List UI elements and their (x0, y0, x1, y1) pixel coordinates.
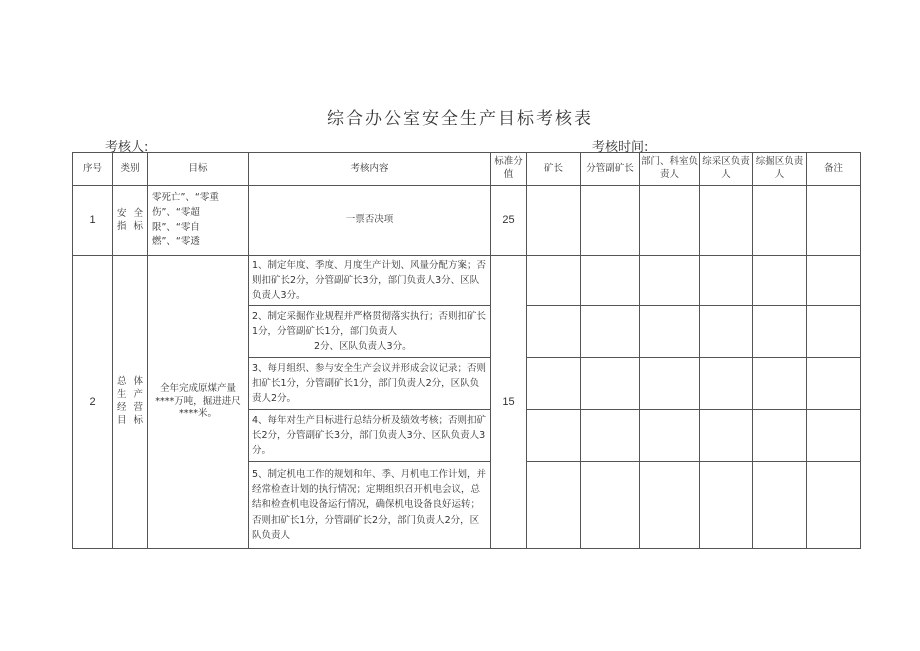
header-no: 序号 (73, 153, 113, 186)
header-coal-area: 综采区负责人 (700, 153, 753, 186)
header-category: 类别 (113, 153, 148, 186)
row1-dept-cell[interactable] (640, 186, 700, 256)
row2-item5-excavation-cell[interactable] (753, 462, 807, 549)
header-deputy: 分管副矿长 (581, 153, 640, 186)
header-goal: 目标 (148, 153, 249, 186)
row2-item1-remark-cell[interactable] (807, 256, 861, 306)
row1-goal: 零死亡”、“零重 伤”、“零超 限”、“零自 燃”、“零透 (148, 186, 249, 256)
row2-item1-dept-cell[interactable] (640, 256, 700, 306)
row2-item1-mine-head-cell[interactable] (527, 256, 581, 306)
row2-item3-dept-cell[interactable] (640, 358, 700, 410)
row2-item-2: 2、制定采掘作业规程并严格贯彻落实执行；否则扣矿长1分，分管副矿长1分，部门负责人 2分、区队负责人3分。 (249, 306, 491, 358)
row2-item-1: 1、制定年度、季度、月度生产计划、风量分配方案；否则扣矿长2分，分管副矿长3分，部门负责人3分、区队负责人3分。 (249, 256, 491, 306)
header-content: 考核内容 (249, 153, 491, 186)
row1-score: 25 (491, 186, 527, 256)
row2-item-4: 4、每年对生产目标进行总结分析及绩效考核；否则扣矿长2分，分管副矿长3分，部门负责人3分、区队负责人3分。 (249, 410, 491, 462)
row2-item4-dept-cell[interactable] (640, 410, 700, 462)
row2-item-5: 5、制定机电工作的规划和年、季、月机电工作计划，并经常检查计划的执行情况；定期组织召开机电会议，总结和检查机电设备运行情况，确保机电设备良好运转；否则扣矿长1分，分管副矿长2分，部门负责人2分，区队负责人 (249, 462, 491, 549)
header-row (73, 153, 861, 186)
row2-item1-excavation-cell[interactable] (753, 256, 807, 306)
row1-remark-cell[interactable] (807, 186, 861, 256)
header-dept: 部门、科室负责人 (640, 153, 700, 186)
row1-coal-area-cell[interactable] (700, 186, 753, 256)
row2-item2-coal-area-cell[interactable] (700, 306, 753, 358)
row2-item3-mine-head-cell[interactable] (527, 358, 581, 410)
row2-item2-deputy-cell[interactable] (581, 306, 640, 358)
row2-item1-deputy-cell[interactable] (581, 256, 640, 306)
row2-item4-excavation-cell[interactable] (753, 410, 807, 462)
header-mine-head: 矿长 (527, 153, 581, 186)
row2-item3-remark-cell[interactable] (807, 358, 861, 410)
assessment-table (72, 152, 861, 549)
row2-item2-mine-head-cell[interactable] (527, 306, 581, 358)
row2-item5-coal-area-cell[interactable] (700, 462, 753, 549)
table-row (73, 186, 861, 256)
row2-item4-remark-cell[interactable] (807, 410, 861, 462)
row1-category: 安 全 指标 (113, 186, 148, 256)
row2-category: 总 体 生 产 经 营目标 (113, 256, 148, 549)
row1-deputy-cell[interactable] (581, 186, 640, 256)
header-standard-score: 标准分值 (491, 153, 527, 186)
row2-item3-deputy-cell[interactable] (581, 358, 640, 410)
row2-item3-coal-area-cell[interactable] (700, 358, 753, 410)
row2-item4-coal-area-cell[interactable] (700, 410, 753, 462)
row2-item4-deputy-cell[interactable] (581, 410, 640, 462)
row2-item4-mine-head-cell[interactable] (527, 410, 581, 462)
row2-no: 2 (73, 256, 113, 549)
table-row (73, 256, 861, 306)
row2-item-3: 3、每月组织、参与安全生产会议并形成会议记录；否则扣矿长1分，分管副矿长1分，部门负责人2分，区队负责人2分。 (249, 358, 491, 410)
row1-no: 1 (73, 186, 113, 256)
header-remark: 备注 (807, 153, 861, 186)
row2-item5-deputy-cell[interactable] (581, 462, 640, 549)
row2-item5-mine-head-cell[interactable] (527, 462, 581, 549)
row2-item2-remark-cell[interactable] (807, 306, 861, 358)
row2-item2-excavation-cell[interactable] (753, 306, 807, 358)
page-title: 综合办公室安全生产目标考核表 (327, 109, 593, 129)
row1-content: 一票否决项 (249, 186, 491, 256)
row2-score: 15 (491, 256, 527, 549)
row1-mine-head-cell[interactable] (527, 186, 581, 256)
header-excavation: 综掘区负责人 (753, 153, 807, 186)
row1-excavation-cell[interactable] (753, 186, 807, 256)
row2-item2-dept-cell[interactable] (640, 306, 700, 358)
assessment-time-label: 考核时间: (592, 140, 649, 155)
row2-item5-dept-cell[interactable] (640, 462, 700, 549)
assessor-label: 考核人: (105, 140, 149, 155)
row2-item1-coal-area-cell[interactable] (700, 256, 753, 306)
row2-item3-excavation-cell[interactable] (753, 358, 807, 410)
row2-goal: 全年完成原煤产量****万吨，掘进进尺****米。 (148, 256, 249, 549)
row2-item5-remark-cell[interactable] (807, 462, 861, 549)
